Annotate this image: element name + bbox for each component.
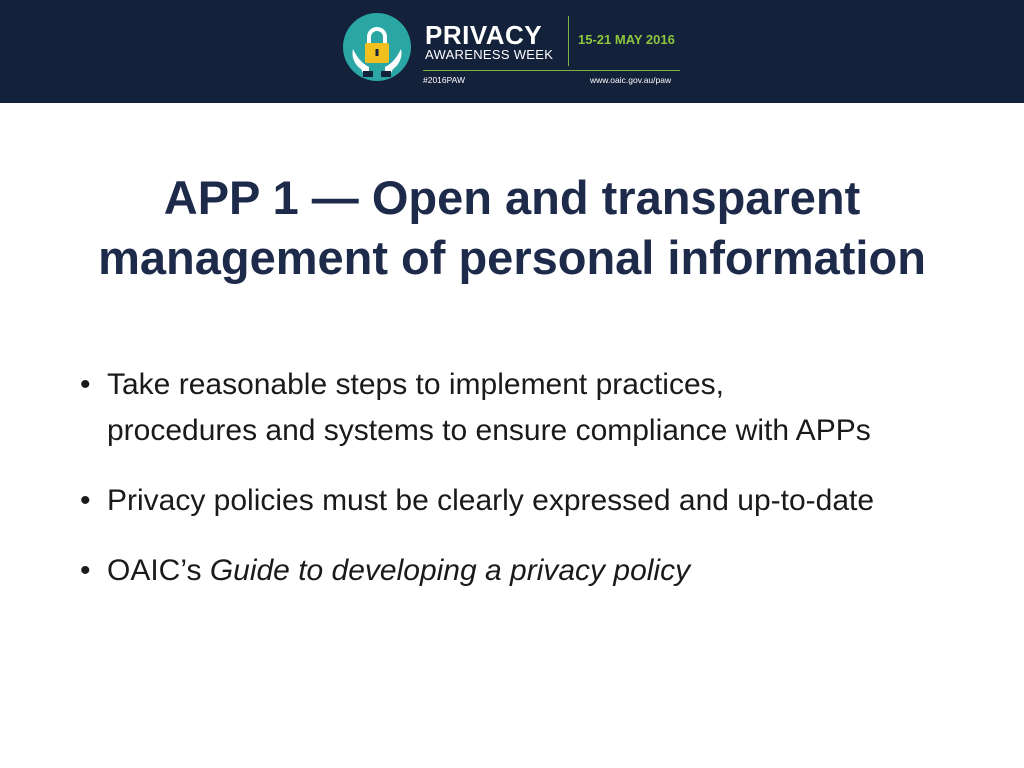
bullet-list [80,362,880,618]
slide-title [30,168,994,288]
list-item [80,362,880,454]
hashtag: #2016PAW [423,75,466,85]
banner-url: www.oaic.gov.au/paw [590,75,672,85]
list-item [80,478,880,524]
event-dates: 15-21 MAY 2016 [578,32,675,47]
slide-title-line-2: management of personal information [98,231,926,284]
guide-title: Guide to developing a privacy policy [209,554,691,587]
bullet-icon: • [80,554,91,587]
list-item [80,548,880,594]
banner-divider [568,16,569,66]
bullet-text: Privacy policies must be clearly expressed and up-to-date [107,484,875,517]
bullet-icon: • [80,484,91,517]
bullet-text-prefix: OAIC’s [107,554,210,587]
banner-rule [423,70,680,71]
bullet-icon: • [80,368,91,401]
slide-title-line-1: APP 1 — Open and transparent [163,171,861,224]
header-banner [0,0,1024,103]
brand-subtitle: AWARENESS WEEK [425,47,554,62]
bullet-text: Take reasonable steps to implement practices, procedures and systems to ensure compliance with APPs [107,368,871,447]
privacy-lock-hands-icon [343,13,411,81]
brand-title: PRIVACY [425,20,543,50]
